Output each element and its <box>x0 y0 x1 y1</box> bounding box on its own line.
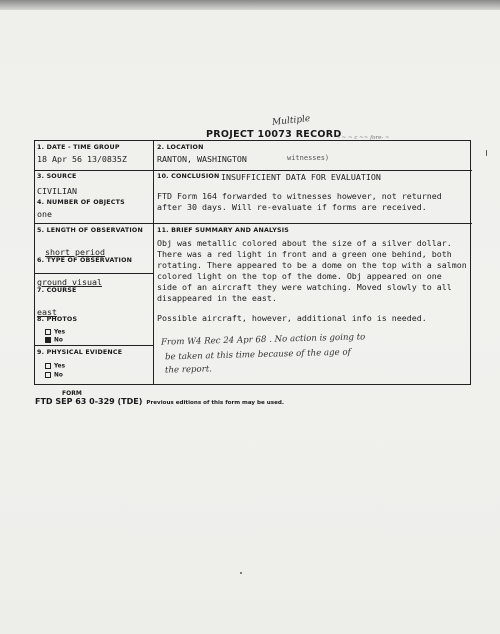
summary-line: colored light on the top of the dome. Obj appeared on one <box>157 271 442 281</box>
number-of-objects-label: 4. NUMBER OF OBJECTS <box>37 199 125 206</box>
photos-yes-checkbox <box>45 329 51 335</box>
footer-form-number <box>35 397 284 406</box>
photos-yes-label: Yes <box>54 329 66 336</box>
summary-closing: Possible aircraft, however, additional info is needed. <box>157 313 427 323</box>
course-label: 7. COURSE <box>37 287 77 294</box>
physical-no-option <box>45 372 63 379</box>
number-of-objects-value: one <box>37 209 52 219</box>
date-time-value: 18 Apr 56 13/0835Z <box>37 154 127 164</box>
length-of-observation-value: short period <box>45 247 105 257</box>
summary-line: side of an aircraft they were watching. Moved slowly to all <box>157 282 452 292</box>
column-divider <box>153 141 154 384</box>
top-right-annotation: - ~ ~ c ~~ fore- ~ <box>338 135 390 141</box>
conclusion-label: 10. CONCLUSION <box>157 173 220 180</box>
form-number: FTD SEP 63 0-329 (TDE) <box>35 397 143 406</box>
physical-evidence-label: 9. PHYSICAL EVIDENCE <box>37 349 123 356</box>
location-label: 2. LOCATION <box>157 144 204 151</box>
scan-speck <box>486 150 487 156</box>
physical-yes-label: Yes <box>54 363 66 370</box>
type-of-observation-value: ground visual <box>37 277 102 287</box>
handwritten-line: the report. <box>164 364 213 376</box>
scan-top-edge <box>0 0 500 10</box>
summary-line: rotating. There appeared to be a dome on the top with a salmon <box>157 260 467 270</box>
record-form <box>34 140 471 385</box>
handwritten-line: be taken at this time because of the age of <box>164 347 351 363</box>
summary-label: 11. BRIEF SUMMARY AND ANALYSIS <box>157 227 290 234</box>
type-of-observation-label: 6. TYPE OF OBSERVATION <box>37 257 133 264</box>
summary-line: Obj was metallic colored about the size of a silver dollar. <box>157 238 452 248</box>
summary-line: disappeared in the east. <box>157 293 277 303</box>
photos-no-option <box>45 337 63 344</box>
course-value: east <box>37 307 57 317</box>
date-time-label: 1. DATE - TIME GROUP <box>37 144 120 151</box>
record-title: PROJECT 10073 RECORD <box>206 129 342 140</box>
handwritten-line: From W4 Rec 24 Apr 68 . No action is going to <box>160 332 366 348</box>
rule <box>35 170 153 171</box>
multiple-annotation: Multiple <box>271 114 311 128</box>
photos-yes-option <box>45 329 65 336</box>
conclusion-note: FTD Form 164 forwarded to witnesses however, not returned after 30 days. Will re-evaluate if forms are received. <box>157 191 442 212</box>
conclusion-value: INSUFFICIENT DATA FOR EVALUATION <box>221 172 381 182</box>
physical-no-checkbox <box>45 372 51 378</box>
photos-no-label: No <box>54 337 63 344</box>
source-value: CIVILIAN <box>37 186 77 196</box>
photos-label: 8. PHOTOS <box>37 316 78 323</box>
footer-note: Previous editions of this form may be used. <box>146 400 285 406</box>
rule <box>35 345 153 346</box>
footer-form-label: FORM <box>62 390 82 397</box>
scan-speck <box>240 572 242 574</box>
rule <box>35 273 153 274</box>
length-of-observation-label: 5. LENGTH OF OBSERVATION <box>37 227 143 234</box>
photos-no-checkbox <box>45 337 51 343</box>
physical-yes-checkbox <box>45 363 51 369</box>
rule <box>153 223 472 224</box>
location-extra: witnesses) <box>287 154 330 162</box>
location-value: RANTON, WASHINGTON <box>157 154 247 164</box>
source-label: 3. SOURCE <box>37 173 77 180</box>
physical-no-label: No <box>54 372 63 379</box>
rule <box>35 223 153 224</box>
summary-line: There was a red light in front and a green one behind, both <box>157 249 452 259</box>
physical-yes-option <box>45 363 65 370</box>
